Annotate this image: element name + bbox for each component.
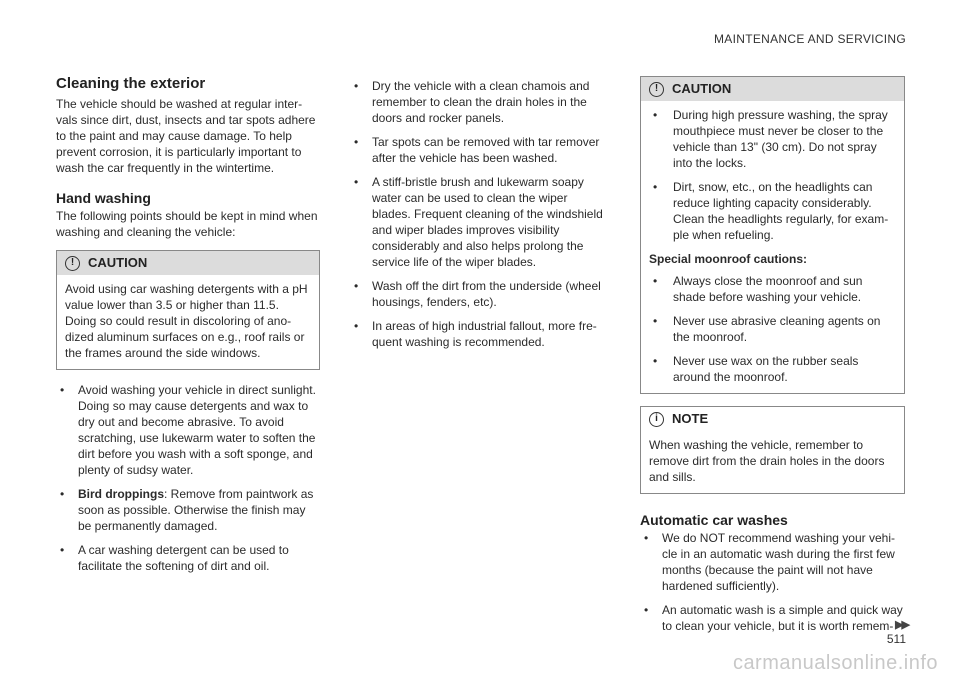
column-2: [350, 78, 608, 358]
list-item: • Never use abrasive cleaning agents on the moonroof.: [649, 313, 896, 345]
caution-box-ph: [56, 250, 320, 370]
caution-header: [641, 77, 904, 101]
caution-label: CAUTION: [672, 81, 732, 96]
moonroof-label: Special moonroof cautions:: [649, 252, 808, 266]
warning-icon: !: [65, 256, 80, 271]
hand-washing-intro: The following points should be kept in mind when washing and cleaning the vehicle:: [56, 209, 318, 239]
list-item: • Wash off the dirt from the underside (wheel housings, fenders, etc).: [350, 278, 608, 310]
note-box: [640, 406, 905, 494]
section-title: Cleaning the exterior: [56, 75, 206, 92]
running-header: MAINTENANCE AND SERVICING: [714, 32, 906, 46]
list-item: • During high pressure washing, the spray mouthpiece must never be closer to the vehicle than 13" (30 cm). Do not spray into the locks.: [649, 107, 896, 171]
intro-paragraph: The vehicle should be washed at regular inter-vals since dirt, dust, insects and tar spots adhere to the paint and may cause damage. To help prevent corrosion, it is particularly important to wash the car frequently in the wintertime.: [56, 97, 316, 175]
bird-droppings-label: Bird droppings: [78, 487, 164, 501]
list-item: • Always close the moonroof and sun shade before washing your vehicle.: [649, 273, 896, 305]
list-item: • Dry the vehicle with a clean chamois and remember to clean the drain holes in the doors and rocker panels.: [350, 78, 608, 126]
bird-droppings-text: : Remove from paintwork as soon as possible. Otherwise the finish may be permanently damaged.: [78, 487, 314, 533]
list-item: • Dirt, snow, etc., on the headlights can reduce lighting capacity considerably. Clean the headlights regularly, for exam-ple when refueling.: [649, 179, 896, 243]
caution-box-pressure: [640, 76, 905, 394]
warning-icon: !: [649, 82, 664, 97]
caution-body: [641, 101, 904, 393]
caution-label: CAUTION: [88, 255, 148, 270]
list-item: • In areas of high industrial fallout, more fre-quent washing is recommended.: [350, 318, 608, 350]
column-1: [56, 76, 320, 582]
continued-arrow-icon: ▶▶: [895, 619, 908, 631]
list-item: • A stiff-bristle brush and lukewarm soapy water can be used to clean the wiper blades. Frequent cleaning of the windshield and wiper blades improves visibility considerably and also helps prolong the service life of the wiper blades.: [350, 174, 608, 270]
note-header: [641, 407, 904, 431]
column-3: [640, 76, 905, 642]
caution-body: Avoid using car washing detergents with a pH value lower than 3.5 or higher than 11.5. Doing so could result in discoloring of ano-dized aluminum surfaces on e.g., roof rails or the frames around the side windows.: [65, 282, 308, 360]
note-body: When washing the vehicle, remember to remove dirt from the drain holes in the doors and sills.: [649, 438, 885, 484]
list-item: [56, 486, 320, 534]
automatic-washes-list: [640, 530, 905, 634]
info-icon: i: [649, 412, 664, 427]
caution-header: [57, 251, 319, 275]
hand-washing-list: [56, 382, 320, 574]
list-item: • Never use wax on the rubber seals around the moonroof.: [649, 353, 896, 385]
hand-washing-heading: Hand washing: [56, 190, 151, 206]
page-number: 511: [886, 632, 906, 646]
note-label: NOTE: [672, 411, 709, 426]
list-item: • A car washing detergent can be used to facilitate the softening of dirt and oil.: [56, 542, 320, 574]
moonroof-list: [649, 273, 896, 385]
list-item: • Avoid washing your vehicle in direct sunlight. Doing so may cause detergents and wax to dry out and become abrasive. To avoid scratching, use lukewarm water to soften the dirt before you wash with a soft sponge, and plenty of sudsy water.: [56, 382, 320, 478]
caution-list: [649, 107, 896, 243]
list-item: • An automatic wash is a simple and quick way to clean your vehicle, but it is worth remem-: [640, 602, 905, 634]
washing-tips-list: [350, 78, 608, 350]
watermark: carmanualsonline.info: [732, 652, 938, 674]
list-item: • Tar spots can be removed with tar remover after the vehicle has been washed.: [350, 134, 608, 166]
list-item: • We do NOT recommend washing your vehi-cle in an automatic wash during the first few months (because the paint will not have hardened sufficiently).: [640, 530, 905, 594]
automatic-washes-heading: Automatic car washes: [640, 512, 788, 528]
